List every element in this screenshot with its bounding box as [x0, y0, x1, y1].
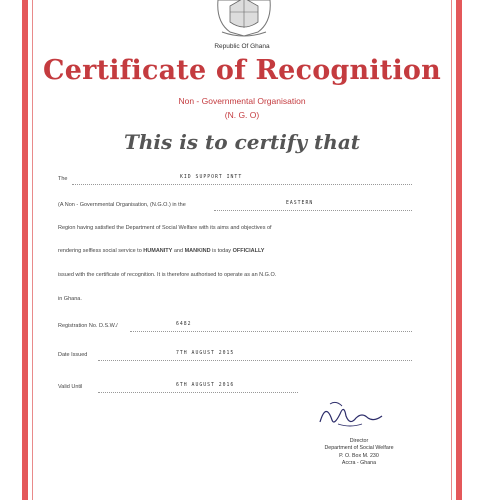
date-issued-label: Date Issued [58, 352, 88, 358]
body-line-4-a: rendering selfless social service to [58, 248, 142, 254]
republic-label: Republic Of Ghana [214, 43, 270, 50]
certify-heading: This is to certify that [123, 130, 361, 154]
signature-block [304, 438, 414, 467]
body-line-4-and: and [173, 248, 184, 254]
date-issued-rule [98, 360, 412, 361]
certificate-page [38, 0, 446, 500]
mankind-text: MANKIND [184, 248, 211, 254]
body-line-4 [58, 248, 264, 254]
officially-text: OFFICIALLY [232, 248, 265, 254]
department-name: Department of Social Welfare [324, 445, 394, 452]
valid-until-rule [98, 392, 298, 393]
valid-until-label: Valid Until [58, 384, 83, 390]
registration-value: 6482 [176, 322, 192, 327]
registration-rule [130, 331, 412, 332]
org-name-value: KID SUPPORT INTT [180, 175, 243, 180]
the-label: The [58, 176, 68, 182]
registration-label: Registration No. D.S.W./ [58, 323, 118, 329]
body-line-3: Region having satisfied the Department of Social Welfare with its aims and objectives of [58, 225, 272, 231]
date-issued-value: 7TH AUGUST 2015 [176, 351, 235, 356]
certificate-subtitle-abbr: (N. G. O) [224, 110, 260, 120]
body-line-5: issued with the certificate of recognition. It is therefore authorised to operate as an N.G.O. [58, 272, 277, 278]
valid-until-value: 6TH AUGUST 2016 [176, 383, 235, 388]
po-box: P. O. Box M. 230 [339, 452, 379, 459]
city-name: Accra - Ghana [341, 459, 377, 466]
region-rule [214, 210, 412, 211]
ghana-coat-of-arms-icon [208, 0, 280, 40]
certificate-title: Certificate of Recognition [43, 55, 441, 86]
director-signature-icon [316, 396, 386, 430]
director-title: Director [349, 438, 369, 444]
certificate-subtitle: Non - Governmental Organisation [178, 96, 306, 106]
org-name-rule [72, 184, 412, 185]
ngo-region-text: (A Non - Governmental Organisation, (N.G.O.) in the [58, 202, 186, 208]
body-line-4-b: is today [212, 248, 232, 254]
region-value: EASTERN [286, 201, 314, 206]
body-line-6: in Ghana. [58, 296, 82, 302]
humanity-text: HUMANITY [143, 248, 173, 254]
